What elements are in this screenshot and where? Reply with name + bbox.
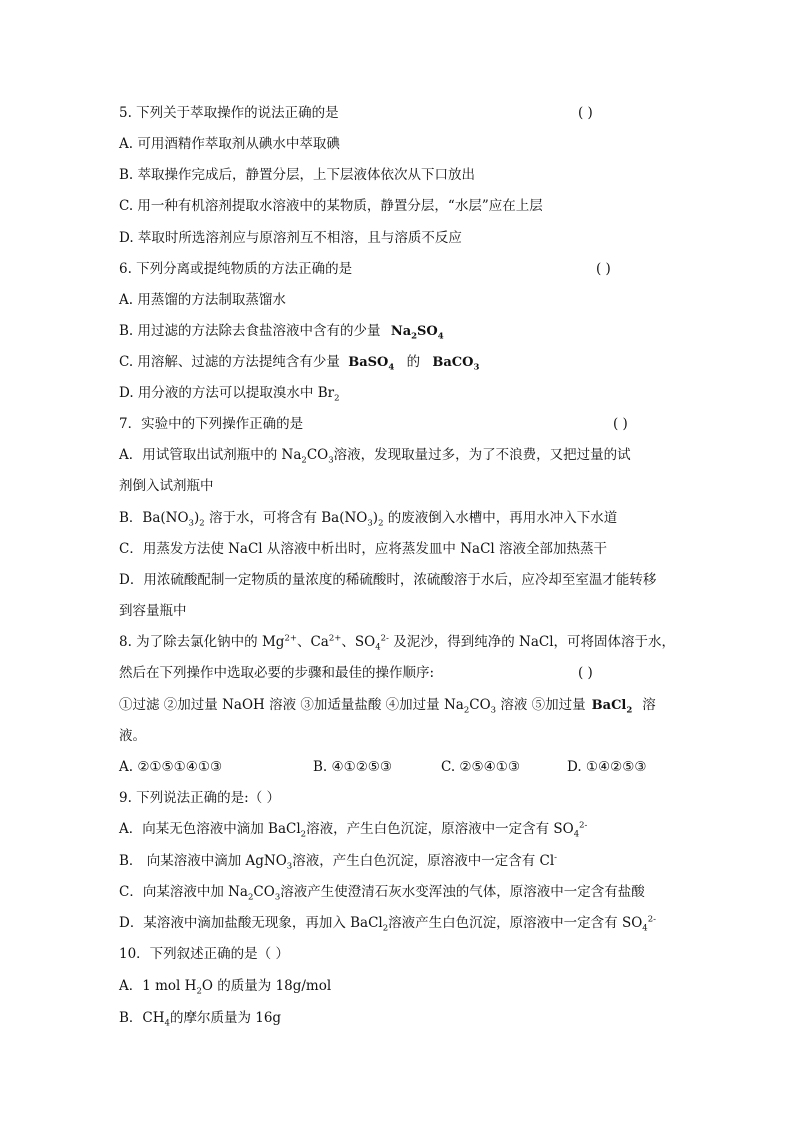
- q6-option-c: [119, 353, 479, 372]
- q7-option-c: C．用蒸发方法使 NaCl 从溶液中析出时，应将蒸发皿中 NaCl 溶液全部加热蒸干: [119, 541, 608, 557]
- q7-option-a-line1: A．用试管取出试剂瓶中的 $Na_2CO_3$溶液，发现取量过多，为了不浪费，又把过量的试: [119, 447, 631, 466]
- q7-option-d-line1: D．用浓硫酸配制一定物质的量浓度的稀硫酸时，浓硫酸溶于水后，应冷却至室温才能转移: [119, 572, 657, 588]
- q5-option-c: C. 用一种有机溶剂提取水溶液中的某物质，静置分层，“水层”应在上层: [119, 198, 543, 214]
- question-8-steps: ①过滤 ②加过量 NaOH 溶液 ③加适量盐酸 ④加过量 $Na_2CO_3$ 溶液 ⑤加过量 BaCl$_2$ 溶: [119, 697, 656, 716]
- answer-paren-7: ( ): [613, 416, 628, 432]
- q5-option-b: B. 萃取操作完成后，静置分层，上下层液体依次从下口放出: [119, 167, 476, 183]
- q6-option-b: [119, 322, 444, 341]
- formula-bacl2: BaCl$_2$: [591, 698, 633, 716]
- q9-option-b: B． 向某溶液中滴加 AgNO$_3$溶液，产生白色沉淀，原溶液中一定含有 Cl-: [119, 852, 558, 872]
- answer-paren-6: ( ): [596, 261, 611, 277]
- q5-option-d: D. 萃取时所选溶剂应与原溶剂互不相溶，且与溶质不反应: [119, 230, 462, 246]
- question-6-stem: 6. 下列分离或提纯物质的方法正确的是: [119, 261, 353, 277]
- q6-option-a: A. 用蒸馏的方法制取蒸馏水: [119, 292, 286, 308]
- q9-option-a: A．向某无色溶液中滴加 BaCl$_2$溶液，产生白色沉淀，原溶液中一定含有 $SO_4^{2-}$: [119, 820, 588, 840]
- question-8-stem-line1: 8. 为了除去氯化钠中的 $Mg^{2+}$、$Ca^{2+}$、$SO_4^{2-}$ 及泥沙，得到纯净的 NaCl，可将固体溶于水，: [119, 633, 676, 653]
- q7-option-d-line2: 到容量瓶中: [119, 603, 187, 619]
- q7-option-b: B．$Ba(NO_3)_2$ 溶于水，可将含有 $Ba(NO_3)_2$ 的废液倒入水槽中，再用水冲入下水道: [119, 510, 618, 529]
- formula-baso4: BaSO$_4$: [348, 355, 395, 373]
- q8-option-a: A. ②①⑤①④①③: [119, 759, 223, 775]
- question-10-stem: 10．下列叙述正确的是（ ）: [119, 946, 289, 962]
- question-9-stem: 9. 下列说法正确的是:（ ）: [119, 790, 281, 806]
- q6-option-c-of: 的: [406, 354, 421, 370]
- answer-paren-5: ( ): [578, 105, 593, 121]
- q7-option-a-line2: 剂倒入试剂瓶中: [119, 478, 214, 494]
- formula-baco3: BaCO$_3$: [432, 355, 480, 373]
- q6-option-c-text: C. 用溶解、过滤的方法提纯含有少量: [119, 354, 340, 370]
- question-8-steps-end: 液。: [119, 728, 146, 744]
- question-5-stem: 5. 下列关于萃取操作的说法正确的是: [119, 105, 339, 121]
- question-7-stem: 7．实验中的下列操作正确的是: [119, 416, 304, 432]
- q9-option-c: C．向某溶液中加 $Na_2CO_3$溶液产生使澄清石灰水变浑浊的气体，原溶液中一定含有盐酸: [119, 884, 645, 903]
- q8-option-d: D. ①④②⑤③: [567, 759, 647, 775]
- question-8-stem-line2: 然后在下列操作中选取必要的步骤和最佳的操作顺序:: [119, 665, 435, 681]
- q5-option-a: A. 可用酒精作萃取剂从碘水中萃取碘: [119, 136, 340, 152]
- q6-option-b-text: B. 用过滤的方法除去食盐溶液中含有的少量: [119, 323, 381, 339]
- q6-option-d: D. 用分液的方法可以提取溴水中 $Br_2$: [119, 385, 340, 404]
- q9-option-d: D．某溶液中滴加盐酸无现象，再加入 BaCl$_2$溶液产生白色沉淀，原溶液中一定含有 $SO_4^{2-}$: [119, 914, 656, 934]
- q10-option-a: A．1 mol $H_2O$ 的质量为 18g/mol: [119, 978, 332, 997]
- answer-paren-8: ( ): [578, 665, 593, 681]
- formula-na2so4: $Na_2SO_4$: [390, 324, 444, 342]
- q8-option-c: C. ②⑤④①③: [441, 759, 520, 775]
- q8-option-b: B. ④①②⑤③: [313, 759, 393, 775]
- q10-option-b: B．$CH_4$的摩尔质量为 16g: [119, 1010, 282, 1029]
